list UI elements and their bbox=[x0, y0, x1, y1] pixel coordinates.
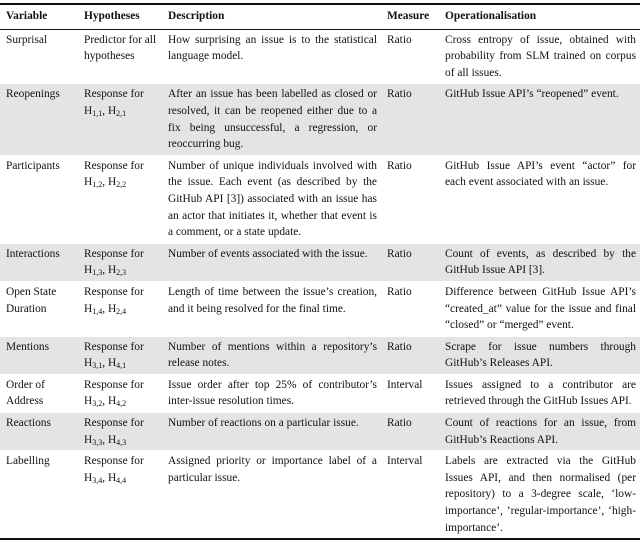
hypothesis-base: H bbox=[84, 357, 93, 370]
hypothesis-subscript: 2,1 bbox=[116, 108, 127, 118]
cell-description: How surprising an issue is to the statistical language model. bbox=[168, 33, 377, 63]
hypothesis-ref bbox=[84, 472, 102, 484]
hypothesis-subscript: 2,3 bbox=[116, 268, 127, 278]
cell-hypotheses: Response for $H_{1,4}$, $H_{2,4}$ bbox=[84, 285, 144, 316]
table-row bbox=[0, 336, 640, 374]
hypothesis-ref bbox=[108, 303, 126, 315]
cell-measure: Ratio bbox=[387, 247, 412, 260]
cell-description: Number of reactions on a particular issue. bbox=[168, 417, 359, 430]
table-row bbox=[0, 413, 640, 451]
cell-variable: Participants bbox=[6, 159, 60, 172]
cell-hypotheses: Response for $H_{1,1}$, $H_{2,1}$ bbox=[84, 88, 144, 118]
cell-operationalisation: Difference between GitHub Issue API’s “created_at” value for the issue and final “closed” or “merged” event. bbox=[445, 285, 636, 332]
cell-description: Number of unique individuals involved with the issue. Each event (as described by the GitHub API [3]) associated with an issue has an actor that initiates it, whether that event is a comment, or a state update. bbox=[168, 159, 377, 239]
hypothesis-subscript: 1,4 bbox=[92, 306, 103, 316]
hypothesis-subscript: 1,2 bbox=[92, 180, 103, 190]
hypothesis-subscript: 3,3 bbox=[92, 437, 103, 447]
hypothesis-ref bbox=[84, 395, 102, 407]
cell-operationalisation: GitHub Issue API’s event “actor” for each event associated with an issue. bbox=[445, 159, 636, 189]
cell-variable: Labelling bbox=[6, 455, 50, 468]
table-row bbox=[0, 374, 640, 412]
hypothesis-base: H bbox=[84, 264, 93, 277]
hypothesis-subscript: 1,3 bbox=[92, 268, 103, 278]
hypothesis-subscript: 3,1 bbox=[92, 361, 103, 371]
hypotheses-text: Response for bbox=[84, 417, 144, 430]
cell-hypotheses bbox=[78, 29, 162, 84]
hypothesis-base: H bbox=[107, 104, 117, 117]
hypothesis-ref bbox=[84, 105, 102, 117]
cell-description: Length of time between the issue’s creation, and it being resolved for the final time. bbox=[168, 285, 377, 315]
hypotheses-text: Response for bbox=[84, 378, 144, 391]
cell-variable: Reopenings bbox=[6, 88, 60, 101]
cell-description: Assigned priority or importance label of a particular issue. bbox=[168, 455, 377, 484]
hypotheses-text: Response for bbox=[84, 247, 144, 260]
cell-measure: Interval bbox=[387, 455, 423, 468]
cell-description: Number of events associated with the issue. bbox=[168, 247, 368, 260]
hypothesis-base: H bbox=[84, 471, 93, 484]
hypothesis-ref bbox=[108, 472, 126, 484]
hypothesis-subscript: 4,1 bbox=[116, 361, 127, 371]
cell-operationalisation: Issues assigned to a contributor are retrieved through the GitHub Issues API. bbox=[445, 378, 636, 408]
cell-variable: Order of Address bbox=[6, 378, 45, 408]
header-measure: Measure bbox=[387, 10, 430, 22]
hypotheses-text: Response for bbox=[84, 340, 144, 353]
header-row bbox=[0, 4, 640, 29]
hypothesis-subscript: 4,2 bbox=[116, 399, 127, 409]
hypotheses-text: Response for bbox=[84, 455, 144, 468]
hypothesis-ref bbox=[108, 434, 126, 446]
header-operationalisation: Operationalisation bbox=[445, 10, 537, 22]
cell-hypotheses: Response for $H_{3,3}$, $H_{4,3}$ bbox=[84, 417, 144, 447]
hypothesis-base: H bbox=[84, 176, 93, 189]
hypothesis-base: H bbox=[84, 395, 93, 408]
cell-description: Issue order after top 25% of contributor’s inter-issue resolution times. bbox=[168, 378, 377, 408]
cell-variable: Surprisal bbox=[6, 33, 48, 46]
hypothesis-base: H bbox=[107, 433, 117, 446]
cell-operationalisation: GitHub Issue API’s “reopened” event. bbox=[445, 88, 619, 101]
hypothesis-base: H bbox=[107, 264, 117, 277]
hypothesis-ref bbox=[84, 357, 102, 369]
hypotheses-text: Response for bbox=[84, 159, 144, 172]
cell-measure: Ratio bbox=[387, 417, 412, 430]
cell-description: Number of mentions within a repository’s release notes. bbox=[168, 340, 377, 370]
table-row bbox=[0, 29, 640, 84]
table-row bbox=[0, 155, 640, 243]
cell-measure: Interval bbox=[387, 378, 423, 391]
hypothesis-base: H bbox=[84, 302, 93, 315]
hypothesis-ref bbox=[108, 357, 126, 369]
hypothesis-ref bbox=[108, 264, 126, 276]
hypothesis-subscript: 1,1 bbox=[92, 108, 103, 118]
variables-table bbox=[0, 3, 640, 540]
hypothesis-base: H bbox=[107, 176, 117, 189]
hypothesis-ref bbox=[108, 395, 126, 407]
hypothesis-ref bbox=[84, 434, 102, 446]
cell-operationalisation: Count of events, as described by the GitHub Issue API [3]. bbox=[445, 247, 636, 277]
cell-description: After an issue has been labelled as closed or resolved, it can be reopened either due to a fix being unsuccessful, a regression, or reoccurring bug. bbox=[168, 88, 377, 151]
hypothesis-subscript: 2,2 bbox=[116, 180, 127, 190]
cell-operationalisation: Cross entropy of issue, obtained with probability from SLM trained on corpus of all issues. bbox=[445, 33, 636, 79]
cell-measure: Ratio bbox=[387, 88, 412, 101]
cell-measure: Ratio bbox=[387, 340, 412, 353]
table-row bbox=[0, 451, 640, 539]
cell-hypotheses: Response for $H_{3,1}$, $H_{4,1}$ bbox=[84, 340, 144, 371]
cell-operationalisation: Labels are extracted via the GitHub Issues API, and then normalised (per repository) to a 3-degree scale, ‘low-importance’, ’regular-importance’, ‘high-importance’. bbox=[445, 455, 636, 534]
hypothesis-ref bbox=[84, 303, 102, 315]
hypothesis-base: H bbox=[107, 357, 117, 370]
hypothesis-ref bbox=[108, 105, 126, 117]
hypotheses-text: Predictor for all hypotheses bbox=[84, 33, 157, 63]
hypothesis-base: H bbox=[84, 433, 93, 446]
cell-variable: Interactions bbox=[6, 247, 60, 260]
hypothesis-base: H bbox=[107, 471, 117, 484]
cell-measure: Ratio bbox=[387, 33, 412, 46]
header-variable: Variable bbox=[6, 10, 48, 22]
hypothesis-ref bbox=[108, 176, 126, 188]
hypothesis-subscript: 4,4 bbox=[116, 475, 127, 485]
header-description: Description bbox=[168, 10, 225, 22]
cell-hypotheses: Response for $H_{3,4}$, $H_{4,4}$ bbox=[84, 455, 144, 485]
cell-variable: Reactions bbox=[6, 417, 51, 430]
hypothesis-base: H bbox=[107, 302, 117, 315]
table-row bbox=[0, 243, 640, 281]
cell-variable: Open State Duration bbox=[6, 285, 57, 315]
table-row bbox=[0, 84, 640, 155]
header-hypotheses: Hypotheses bbox=[84, 10, 140, 22]
hypothesis-base: H bbox=[84, 104, 93, 117]
cell-measure: Ratio bbox=[387, 159, 412, 172]
hypothesis-ref bbox=[84, 176, 102, 188]
hypothesis-subscript: 3,2 bbox=[92, 399, 103, 409]
cell-hypotheses: Response for $H_{1,3}$, $H_{2,3}$ bbox=[84, 247, 144, 278]
cell-operationalisation: Scrape for issue numbers through GitHub’s Releases API. bbox=[445, 340, 636, 370]
hypothesis-ref bbox=[84, 264, 102, 276]
cell-hypotheses: Response for $H_{3,2}$, $H_{4,2}$ bbox=[84, 378, 144, 409]
hypotheses-text: Response for bbox=[84, 285, 144, 298]
cell-hypotheses: Response for $H_{1,2}$, $H_{2,2}$ bbox=[84, 159, 144, 190]
cell-operationalisation: Count of reactions for an issue, from GitHub’s Reactions API. bbox=[445, 417, 636, 446]
cell-variable: Mentions bbox=[6, 340, 50, 353]
hypothesis-subscript: 3,4 bbox=[92, 475, 103, 485]
cell-measure: Ratio bbox=[387, 285, 412, 298]
hypothesis-subscript: 2,4 bbox=[116, 306, 127, 316]
hypotheses-text: Response for bbox=[84, 88, 144, 101]
hypothesis-base: H bbox=[107, 395, 117, 408]
table-row bbox=[0, 281, 640, 336]
hypothesis-subscript: 4,3 bbox=[116, 437, 127, 447]
